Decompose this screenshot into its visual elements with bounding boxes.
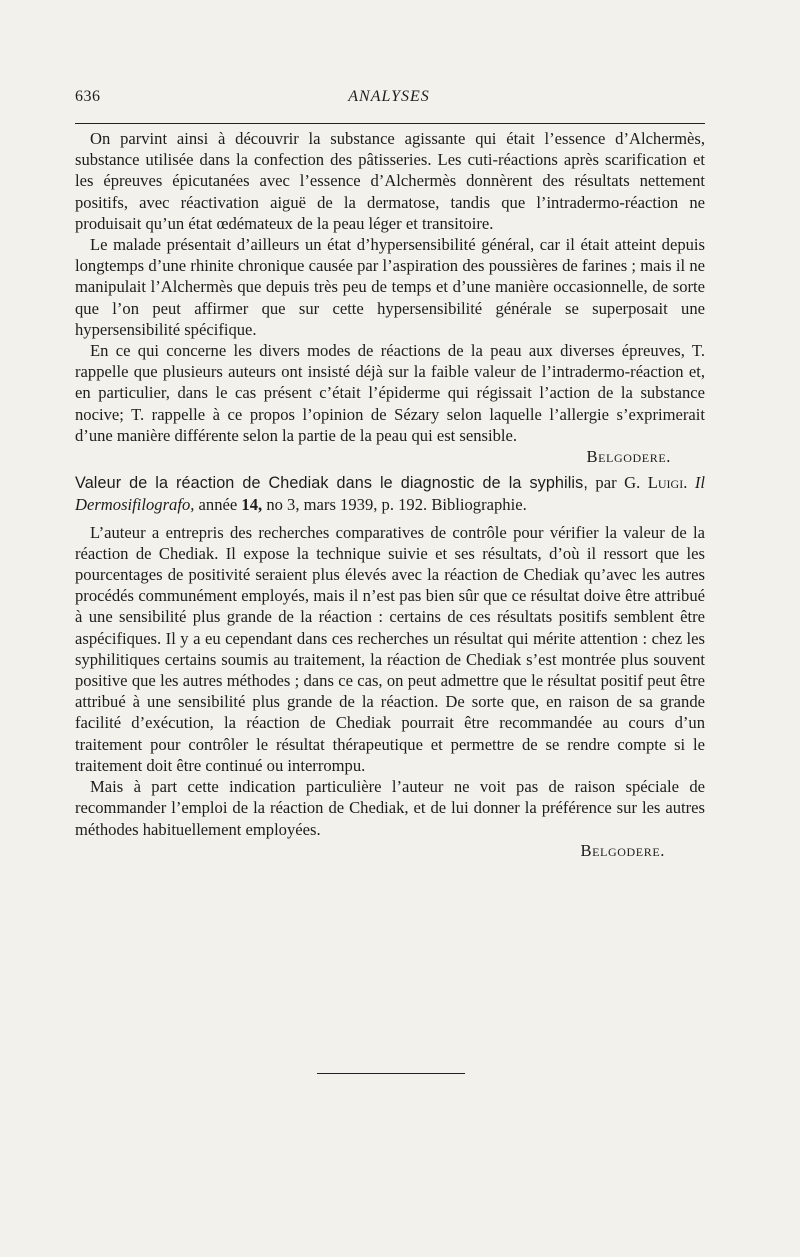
review2-author: G. Luigi.	[624, 473, 688, 493]
review2-annee: année	[198, 495, 238, 515]
review2-paragraph-1: L’auteur a entrepris des recherches comparatives de contrôle pour vérifier la valeur de la réaction de Chediak. Il expose la technique suivie et ses résultats, d’où il ressort que les pourcentages de positivité seraient plus élevés avec la réaction de Chediak qu’avec les autres procédés communément employés, mais il n’est pas bien sûr que ce résultat doive être attribué à une sensibilité plus grande de la réaction : certains de ces résultats positifs semblent être aspécifiques. Il y a eu cependant dans ces recherches un résultat qui mérite attention : chez les syphilitiques certains soumis au traitement, la réaction de Chediak s’est montrée plus souvent positive que les autres méthodes ; dans ce cas, on peut admettre que le résultat positif peut être attribué à une sensibilité plus grande de la réaction. De sorte que, en raison de sa grande facilité d’exécution, la réaction de Chediak pourrait être recommandée au cours d’un traitement pour contrôler le résultat thérapeutique et permettre de se rendre compte si le traitement doit être continué ou interrompu.	[75, 522, 705, 775]
review2-citation	[75, 472, 705, 515]
review2-signature: Belgodere.	[580, 840, 665, 860]
review1-paragraph-1: On parvint ainsi à découvrir la substance agissante qui était l’essence d’Alchermès, substance utilisée dans la confection des pâtisseries. Les cuti-réactions après scarification et les épreuves épicutanées avec l’essence d’Alchermès donnèrent des résultats nettement positifs, avec réactivation aiguë de la dermatose, tandis que l’intradermo-réaction ne produisait qu’un état œdémateux de la peau léger et transitoire.	[75, 129, 705, 233]
page-number: 636	[75, 88, 101, 105]
end-rule	[317, 1073, 465, 1074]
review1-paragraph-3: En ce qui concerne les divers modes de réactions de la peau aux diverses épreuves, T. rappelle que plusieurs auteurs ont insisté déjà sur la faible valeur de l’intradermo-réaction et, en particulier, dans le cas présent c’était l’épiderme qui régissait l’action de la substance nocive; T. rappelle à ce propos l’opinion de Sézary selon laquelle l’allergie s’exprimerait d’une manière différente selon la partie de la peau qui est sensible.	[75, 341, 705, 445]
page-body	[75, 128, 705, 861]
review2-par: par	[595, 473, 617, 493]
review1-signature: Belgodere.	[586, 447, 671, 467]
header-rule	[75, 123, 705, 124]
review2-issue-date: no 3, mars 1939, p. 192. Bibliographie.	[266, 495, 527, 515]
running-head	[75, 88, 703, 112]
review2-journal: Il Dermosifilografo,	[75, 473, 705, 515]
section-title: ANALYSES	[348, 88, 430, 105]
review1-paragraph-2: Le malade présentait d’ailleurs un état d’hypersensibilité général, car il était atteint depuis longtemps d’une rhinite chronique causée par l’aspiration des poussières de farines ; mais il ne manipulait l’Alchermès que depuis très peu de temps et d’une manière occasionnelle, de sorte que l’on peut affirmer que sur cette hypersensibilité générale se superposait une hypersensibilité spécifique.	[75, 235, 705, 339]
review2-volume: 14,	[241, 495, 263, 515]
review2-title: Valeur de la réaction de Chediak dans le diagnostic de la syphilis,	[75, 474, 588, 493]
review2-paragraph-2: Mais à part cette indication particulière l’auteur ne voit pas de raison spéciale de recommander l’emploi de la réaction de Chediak, et de lui donner la préférence sur les autres méthodes habituellement employées.	[75, 777, 705, 839]
